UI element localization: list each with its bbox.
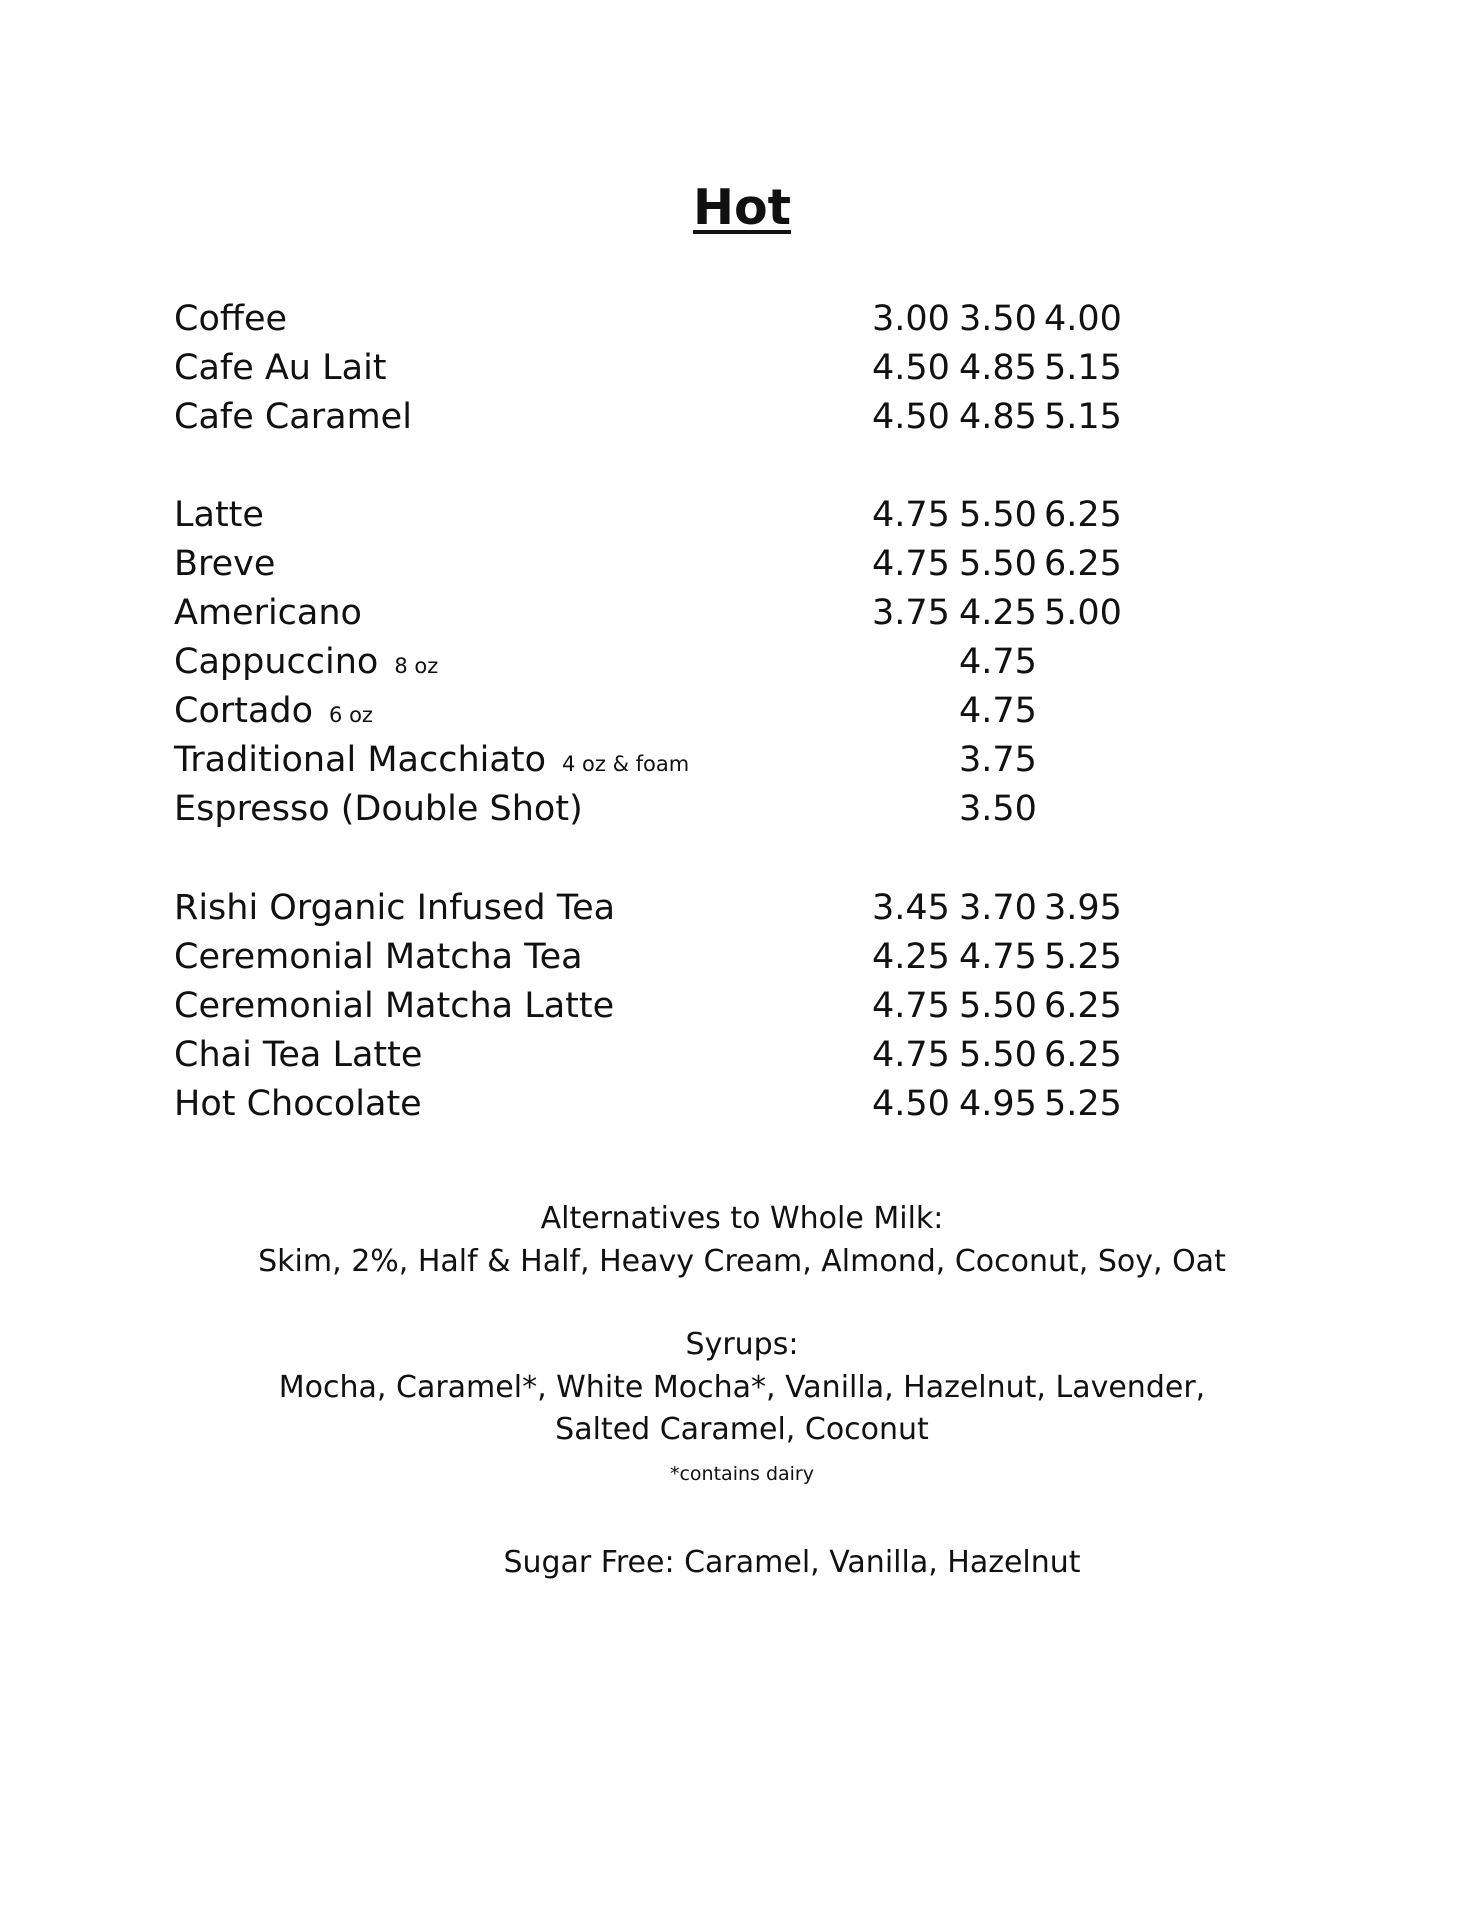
menu-item-size-note: 6 oz	[329, 703, 373, 727]
menu-item-name	[174, 785, 583, 833]
menu-item-price: 6.25	[1044, 495, 1122, 535]
menu-item	[174, 687, 1174, 735]
menu-item-price: 4.25	[872, 937, 950, 977]
menu-item-price: 4.50	[872, 348, 950, 388]
menu-item-label: Cafe Caramel	[174, 397, 412, 437]
menu-item	[174, 785, 1174, 833]
menu-item-price: 4.75	[872, 986, 950, 1026]
menu-item-label: Latte	[174, 495, 264, 535]
menu-item-price: 5.25	[1044, 1084, 1122, 1124]
menu-item	[174, 638, 1174, 686]
menu-item-price: 5.50	[959, 986, 1037, 1026]
menu-item-label: Cafe Au Lait	[174, 348, 387, 388]
menu-title: Hot	[692, 179, 792, 236]
menu-item-price: 6.25	[1044, 986, 1122, 1026]
menu-item-name	[174, 982, 614, 1030]
menu-item-price: 5.50	[959, 1035, 1037, 1075]
menu-item-price: 3.50	[959, 299, 1037, 339]
menu-item-name	[174, 884, 615, 932]
menu-item	[174, 540, 1174, 588]
menu-item-name	[174, 344, 387, 392]
menu-item	[174, 491, 1174, 539]
menu-item-name	[174, 1031, 422, 1079]
menu-item-price: 4.95	[959, 1084, 1037, 1124]
menu-item-price: 4.75	[959, 937, 1037, 977]
menu-item-price: 4.50	[872, 397, 950, 437]
menu-item-price: 4.75	[872, 1035, 950, 1075]
menu-item-name	[174, 638, 438, 690]
menu-item-name	[174, 589, 362, 637]
menu-item-price: 4.75	[959, 691, 1037, 731]
menu-item-price: 6.25	[1044, 1035, 1122, 1075]
menu-item-name	[174, 1080, 422, 1128]
menu-item-price: 5.25	[1044, 937, 1122, 977]
menu-item-label: Coffee	[174, 299, 288, 339]
menu-item	[174, 1031, 1174, 1079]
menu-item-price: 3.00	[872, 299, 950, 339]
footnote-mark: *	[669, 1463, 680, 1485]
menu-item-price: 3.75	[959, 740, 1037, 780]
menu-item	[174, 589, 1174, 637]
menu-item-label: Espresso (Double Shot)	[174, 789, 583, 829]
menu-item-price: 3.75	[872, 593, 950, 633]
syrups-line-2: Salted Caramel, Coconut	[555, 1412, 929, 1447]
menu-item-label: Cappuccino	[174, 642, 379, 682]
menu-item-label: Ceremonial Matcha Tea	[174, 937, 583, 977]
menu-item-price: 4.25	[959, 593, 1037, 633]
menu-item	[174, 982, 1174, 1030]
menu-item-price: 5.50	[959, 544, 1037, 584]
menu-item	[174, 295, 1174, 343]
menu-item-name	[174, 933, 583, 981]
menu-item-label: Ceremonial Matcha Latte	[174, 986, 615, 1026]
syrups-line-1: Mocha, Caramel*, White Mocha*, Vanilla, Hazelnut, Lavender,	[278, 1370, 1206, 1405]
dairy-footnote	[0, 1460, 1484, 1488]
menu-item-size-note: 4 oz & foam	[561, 752, 690, 776]
menu-item	[174, 736, 1174, 784]
menu-item-name	[174, 687, 373, 739]
menu-item-name	[174, 393, 412, 441]
menu-item-price: 6.25	[1044, 544, 1122, 584]
menu-item-price: 4.85	[959, 397, 1037, 437]
menu-item	[174, 393, 1174, 441]
menu-item-price: 5.00	[1044, 593, 1122, 633]
menu-item-label: Traditional Macchiato	[174, 740, 546, 780]
menu-item	[174, 344, 1174, 392]
sugar-free-line: Sugar Free: Caramel, Vanilla, Hazelnut	[503, 1545, 1081, 1580]
menu-item-price: 4.75	[959, 642, 1037, 682]
menu-item-price: 3.95	[1044, 888, 1122, 928]
menu-item-label: Hot Chocolate	[174, 1084, 422, 1124]
menu-item-price: 5.15	[1044, 397, 1122, 437]
syrups-heading: Syrups:	[685, 1327, 799, 1362]
menu-item-label: Rishi Organic Infused Tea	[174, 888, 616, 928]
menu-item-name	[174, 491, 264, 539]
menu-item-label: Chai Tea Latte	[174, 1035, 423, 1075]
milk-heading: Alternatives to Whole Milk:	[540, 1201, 944, 1236]
menu-item	[174, 884, 1174, 932]
menu-item	[174, 933, 1174, 981]
menu-item-price: 4.85	[959, 348, 1037, 388]
menu-item-label: Breve	[174, 544, 276, 584]
menu-item	[174, 1080, 1174, 1128]
menu-item-price: 5.15	[1044, 348, 1122, 388]
menu-item-price: 3.70	[959, 888, 1037, 928]
menu-item-name	[174, 295, 287, 343]
menu-item-label: Cortado	[174, 691, 314, 731]
menu-item-price: 5.50	[959, 495, 1037, 535]
menu-item-price: 3.50	[959, 789, 1037, 829]
menu-item-price: 4.75	[872, 495, 950, 535]
menu-item-price: 3.45	[872, 888, 950, 928]
menu-item-price: 4.50	[872, 1084, 950, 1124]
footnote-text: contains dairy	[679, 1463, 814, 1485]
menu-item-label: Americano	[174, 593, 362, 633]
menu-item-price: 4.75	[872, 544, 950, 584]
menu-item-name	[174, 540, 275, 588]
menu-item-name	[174, 736, 689, 788]
menu-item-price: 4.00	[1044, 299, 1122, 339]
menu-item-size-note: 8 oz	[394, 654, 439, 678]
milk-options: Skim, 2%, Half & Half, Heavy Cream, Almond, Coconut, Soy, Oat	[258, 1244, 1226, 1279]
